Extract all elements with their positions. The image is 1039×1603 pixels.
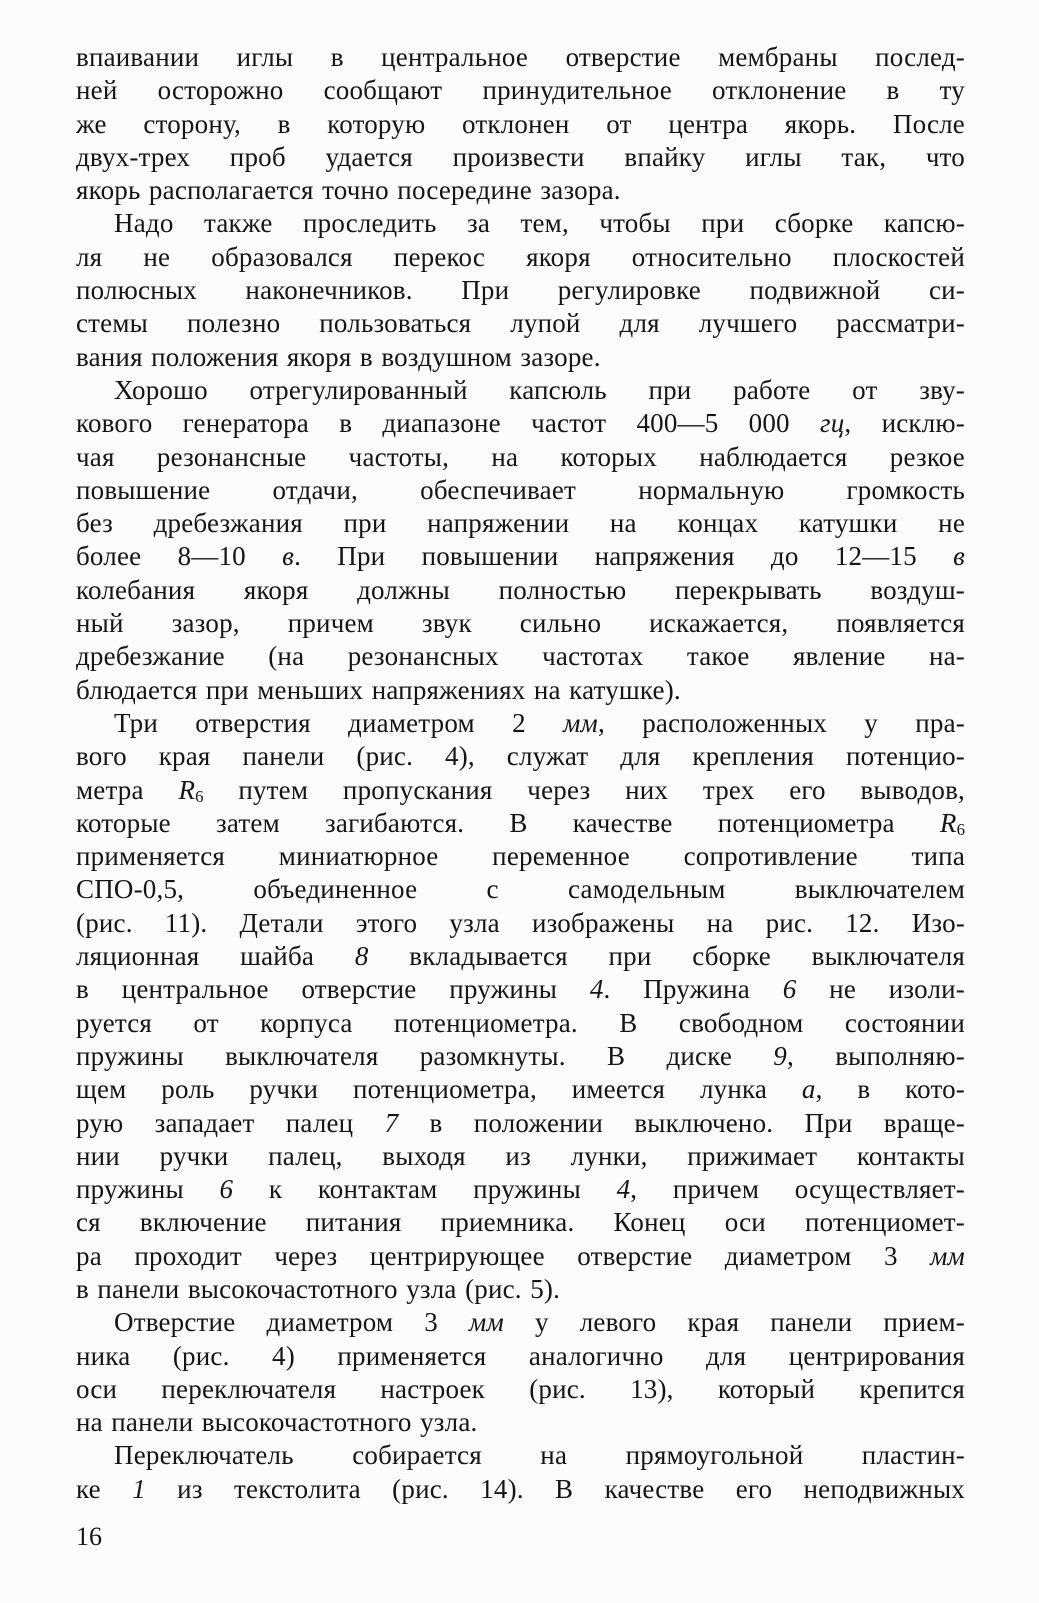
italic-term: 6 xyxy=(219,1174,234,1205)
text-line: ля не образовался перекос якоря относительно плоскостей xyxy=(76,241,965,272)
page-number: 16 xyxy=(76,1522,102,1552)
text-line: (рис. 11). Детали этого узла изображены на рис. 12. Изо- xyxy=(76,907,965,938)
text-line: Три отверстия диаметром 2 мм, расположенных у пра- xyxy=(114,707,965,738)
italic-term: 7 xyxy=(384,1107,399,1138)
text-line: вания положения якоря в воздушном зазоре. xyxy=(76,341,601,372)
italic-term: 4 xyxy=(589,974,604,1005)
text-line: повышение отдачи, обеспечивает нормальную громкость xyxy=(76,474,965,505)
text-line: ника (рис. 4) применяется аналогично для центрирования xyxy=(76,1340,965,1371)
text-line: на панели высокочастотного узла. xyxy=(76,1407,478,1438)
text-line: Отверстие диаметром 3 мм у левого края панели прием- xyxy=(114,1307,965,1338)
text-line: двух-трех проб удается произвести впайку иглы так, что xyxy=(76,141,965,172)
text-line: пружины 6 к контактам пружины 4, причем осуществляет- xyxy=(76,1174,965,1205)
text-line: якорь располагается точно посередине зазора. xyxy=(76,175,621,206)
italic-term: мм xyxy=(930,1240,965,1271)
text-line: полюсных наконечников. При регулировке подвижной си- xyxy=(76,275,965,306)
text-line: в центральное отверстие пружины 4. Пружина 6 не изоли- xyxy=(76,974,965,1005)
subscript: 6 xyxy=(956,819,965,839)
text-line: ся включение питания приемника. Конец оси потенциомет- xyxy=(76,1207,965,1238)
text-line: СПО-0,5, объединенное с самодельным выключателем xyxy=(76,874,965,905)
italic-term: в xyxy=(953,541,965,572)
text-line: же сторону, в которую отклонен от центра якорь. После xyxy=(76,108,965,139)
italic-term: мм xyxy=(563,707,598,738)
text-line: пружины выключателя разомкнуты. В диске 9, выполняю- xyxy=(76,1040,965,1071)
text-line: Надо также проследить за тем, чтобы при сборке капсю- xyxy=(114,208,965,239)
text-line: Хорошо отрегулированный капсюль при работе от зву- xyxy=(114,374,965,405)
text-block xyxy=(76,41,965,1506)
text-line: ный зазор, причем звук сильно искажается, появляется xyxy=(76,608,965,639)
text-line: дребезжание (на резонансных частотах такое явление на- xyxy=(76,641,965,672)
italic-term: а xyxy=(801,1074,816,1105)
text-line: нии ручки палец, выходя из лунки, прижимает контакты xyxy=(76,1140,965,1171)
text-line: более 8—10 в. При повышении напряжения до 12—15 в xyxy=(76,541,965,572)
italic-term: 9 xyxy=(773,1040,787,1071)
text-line: применяется миниатюрное переменное сопротивление типа xyxy=(76,841,965,872)
italic-term: мм xyxy=(469,1307,504,1338)
text-line: ней осторожно сообщают принудительное отклонение в ту xyxy=(76,75,965,106)
text-line: стемы полезно пользоваться лупой для лучшего рассматри- xyxy=(76,308,965,339)
text-line: руется от корпуса потенциометра. В свободном состоянии xyxy=(76,1007,965,1038)
italic-term: R xyxy=(939,807,957,838)
text-line: метра R6 путем пропускания через них трех его выводов, xyxy=(76,774,965,806)
italic-term: в xyxy=(282,541,295,572)
text-line: впаивании иглы в центральное отверстие мембраны послед- xyxy=(76,42,965,72)
text-line: щем роль ручки потенциометра, имеется лунка а, в кото- xyxy=(76,1074,965,1105)
text-line: вого края панели (рис. 4), служат для крепления потенцио- xyxy=(76,741,965,772)
italic-term: R xyxy=(178,774,196,805)
italic-term: 8 xyxy=(354,941,369,972)
text-line: блюдается при меньших напряжениях на катушке). xyxy=(76,674,681,705)
text-line: без дребезжания при напряжении на концах катушки не xyxy=(76,508,965,539)
italic-term: 4 xyxy=(616,1174,631,1205)
text-line: ра проходит через центрирующее отверстие диаметром 3 мм xyxy=(76,1240,965,1271)
text-line: рую западает палец 7 в положении выключено. При враще- xyxy=(76,1107,965,1138)
subscript: 6 xyxy=(195,786,204,806)
text-line: кового генератора в диапазоне частот 400—5 000 гц, исклю- xyxy=(76,408,965,439)
italic-term: гц xyxy=(819,408,845,439)
text-line: ляционная шайба 8 вкладывается при сборке выключателя xyxy=(76,941,965,972)
text-line: оси переключателя настроек (рис. 13), который крепится xyxy=(76,1373,965,1404)
text-line: колебания якоря должны полностью перекрывать воздуш- xyxy=(76,574,965,605)
text-line: в панели высокочастотного узла (рис. 5). xyxy=(76,1273,561,1304)
italic-term: 1 xyxy=(132,1473,146,1504)
text-line: Переключатель собирается на прямоугольной пластин- xyxy=(114,1440,965,1471)
italic-term: 6 xyxy=(782,974,797,1005)
text-line: ке 1 из текстолита (рис. 14). В качестве его неподвижных xyxy=(76,1473,965,1504)
text-line: которые затем загибаются. В качестве потенциометра R6 xyxy=(76,807,965,839)
text-line: чая резонансные частоты, на которых наблюдается резкое xyxy=(76,441,965,472)
